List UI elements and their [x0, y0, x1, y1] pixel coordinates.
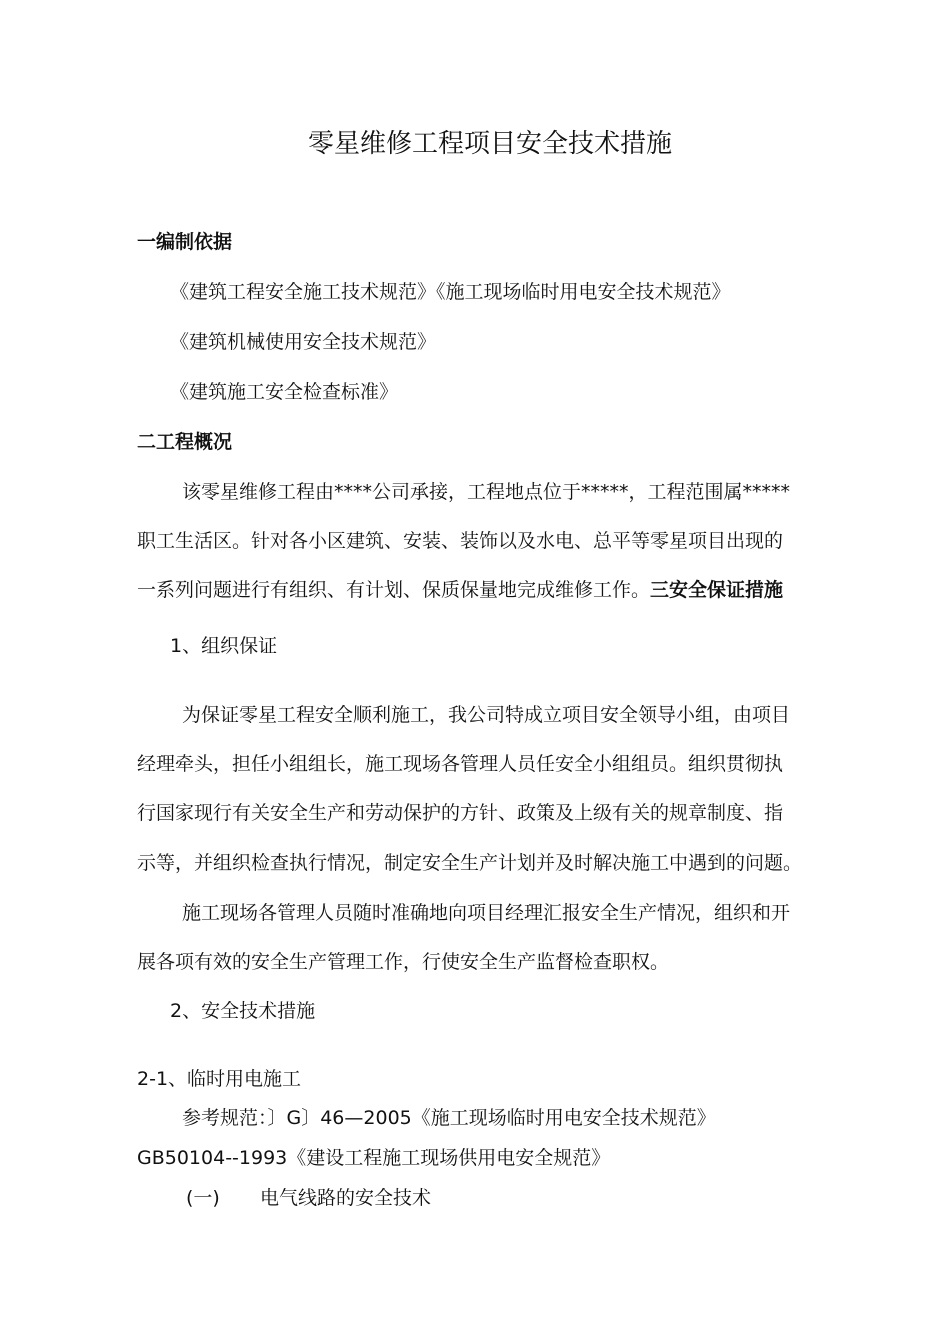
paragraph-line: 职工生活区。针对各小区建筑、安装、装饰以及水电、总平等零星项目出现的: [137, 530, 784, 552]
paragraph-line: [137, 578, 783, 602]
reference-line: 《建筑施工安全检查标准》: [170, 381, 399, 403]
paragraph-line: 经理牵头，担任小组组长，施工现场各管理人员任安全小组组员。组织贯彻执: [137, 753, 784, 775]
item-heading: 电气线路的安全技术: [260, 1187, 432, 1209]
paragraph-line: 为保证零星工程安全顺利施工，我公司特成立项目安全领导小组，由项目: [182, 704, 791, 726]
paragraph-line: 该零星维修工程由****公司承接，工程地点位于*****，工程范围属*****: [182, 481, 791, 503]
subsection-heading-organization: 1、组织保证: [170, 635, 278, 657]
section-heading-basis: 一编制依据: [137, 231, 233, 253]
paragraph-line: 施工现场各管理人员随时准确地向项目经理汇报安全生产情况，组织和开: [182, 902, 791, 924]
reference-line: 《建筑工程安全施工技术规范》《施工现场临时用电安全技术规范》: [170, 281, 731, 303]
reference-line: 《建筑机械使用安全技术规范》: [170, 331, 437, 353]
paragraph-line: 示等，并组织检查执行情况，制定安全生产计划并及时解决施工中遇到的问题。: [137, 852, 803, 874]
paragraph-line: 展各项有效的安全生产管理工作，行使安全生产监督检查职权。: [137, 951, 670, 973]
paragraph-line: 行国家现行有关安全生产和劳动保护的方针、政策及上级有关的规章制度、指: [137, 802, 784, 824]
reference-line: GB50104--1993《建设工程施工现场供用电安全规范》: [137, 1147, 611, 1169]
section-heading-overview: 二工程概况: [137, 431, 233, 453]
page-title: 零星维修工程项目安全技术措施: [307, 129, 672, 159]
reference-line: 参考规范：〕G〕46—2005《施工现场临时用电安全技术规范》: [182, 1107, 716, 1129]
subsection-heading-measures: 2、安全技术措施: [170, 1000, 316, 1022]
item-number: (一): [186, 1187, 220, 1209]
paragraph-text: 一系列问题进行有组织、有计划、保质保量地完成维修工作。: [137, 579, 651, 601]
section-heading-safety: 三安全保证措施: [650, 579, 784, 601]
subsection-heading-temp-power: 2-1、临时用电施工: [137, 1068, 302, 1090]
